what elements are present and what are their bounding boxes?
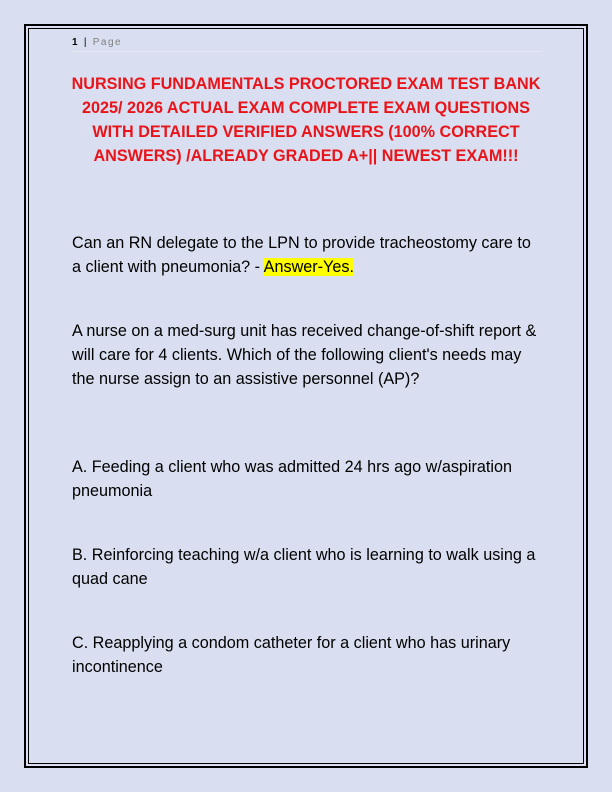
option-c: C. Reapplying a condom catheter for a client who has urinary incontinence xyxy=(72,634,511,676)
option-a: A. Feeding a client who was admitted 24 hrs ago w/aspiration pneumonia xyxy=(72,458,513,500)
document-title: NURSING FUNDAMENTALS PROCTORED EXAM TEST BANK 2025/ 2026 ACTUAL EXAM COMPLETE EXAM QUESTIONS WITH DETAILED VERIFIED ANSWERS (100% CORRECT ANSWERS) /ALREADY GRADED A+|| NEWEST EXAM!!! xyxy=(71,75,541,165)
option-b: B. Reinforcing teaching w/a client who is learning to walk using a quad cane xyxy=(72,546,536,588)
question-2: A nurse on a med-surg unit has received change-of-shift report & will care for 4 clients. Which of the following client's needs may the nurse assign to an assistive personnel (AP)? xyxy=(72,322,537,388)
page-separator: | xyxy=(83,37,87,48)
question-1 xyxy=(72,231,542,279)
question-1-text: Can an RN delegate to the LPN to provide tracheostomy care to a client with pneumonia? - xyxy=(72,234,531,276)
page-header xyxy=(72,37,542,52)
question-1-answer: Answer-Yes. xyxy=(263,258,354,276)
page-number: 1 xyxy=(72,37,78,48)
page-label: Page xyxy=(92,37,123,48)
